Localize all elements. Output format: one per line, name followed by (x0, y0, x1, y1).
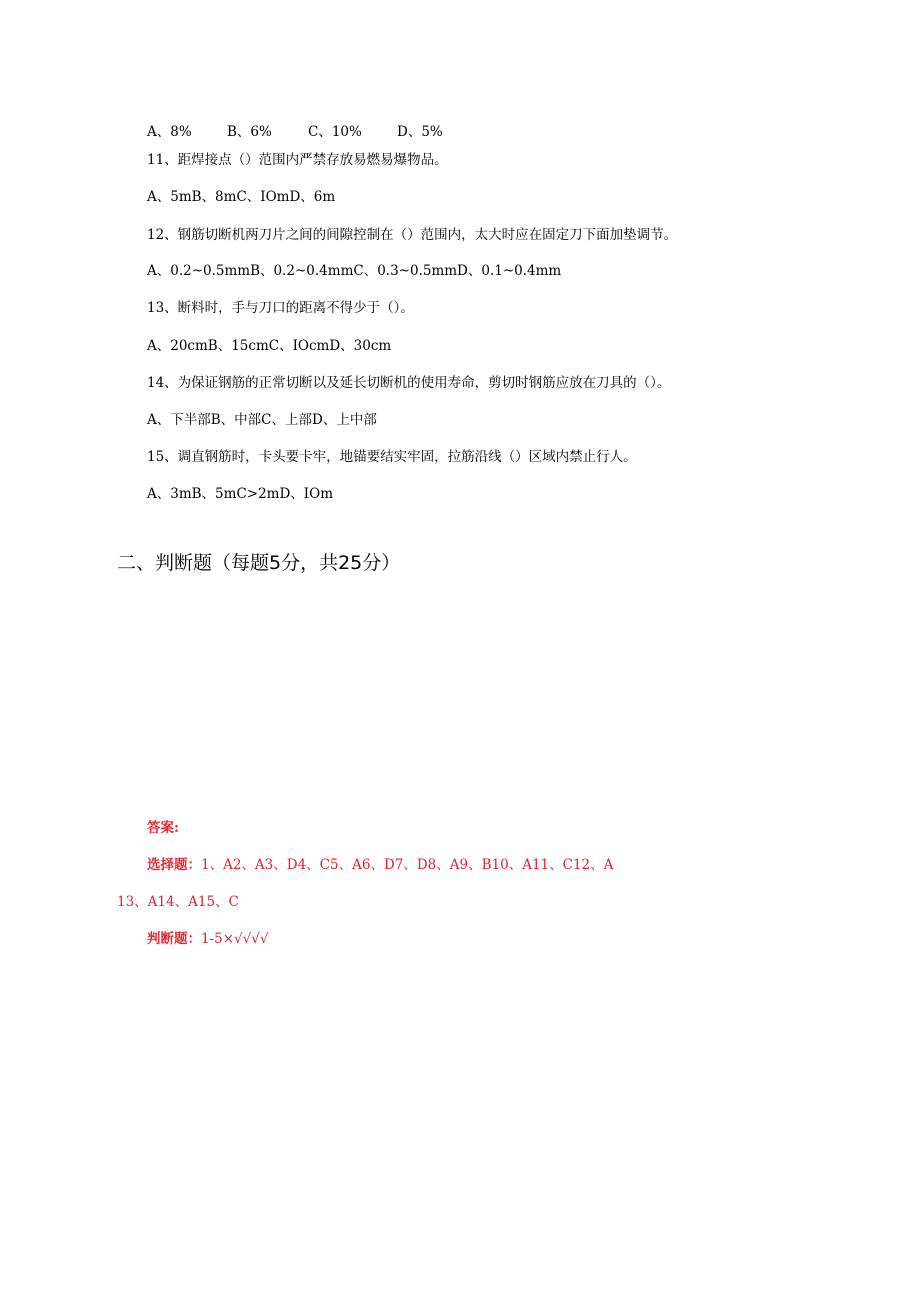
option-d: D、5% (397, 124, 443, 140)
question-15-options: A、3mB、5mC>2mD、IOm (147, 486, 334, 502)
judge-answers-values: 1-5×√√√√ (201, 931, 269, 947)
section-2-title: 二、判断题（每题5分，共25分） (117, 552, 401, 574)
q10-options (147, 122, 443, 142)
question-11-options: A、5mB、8mC、IOmD、6m (147, 189, 336, 205)
question-14-options: A、下半部B、中部C、上部D、上中部 (147, 412, 377, 428)
option-a: A、8% (147, 124, 192, 140)
option-b: B、6% (227, 124, 272, 140)
question-12-options: A、0.2~0.5mmB、0.2~0.4mmC、0.3~0.5mmD、0.1~0.4mm (147, 263, 562, 279)
question-11: 11、距焊接点（）范围内严禁存放易燃易爆物品。 (147, 152, 448, 168)
question-13-options: A、20cmB、15cmC、IOcmD、30cm (147, 338, 392, 354)
choice-answers-line-2: 13、A14、A15、C (117, 894, 239, 910)
question-13: 13、断料时，手与刀口的距离不得少于（）。 (147, 300, 414, 316)
question-12: 12、钢筋切断机两刀片之间的间隙控制在（）范围内，太大时应在固定刀下面加垫调节。 (147, 227, 678, 243)
choice-answers-line-1 (147, 855, 613, 875)
judge-answers-label: 判断题： (147, 931, 201, 947)
choice-answers-values: 1、A2、A3、D4、C5、A6、D7、D8、A9、B10、A11、C12、A (201, 857, 614, 873)
judge-answers-line (147, 929, 268, 949)
choice-answers-label: 选择题： (147, 857, 201, 873)
question-15: 15、调直钢筋时，卡头要卡牢，地锚要结实牢固，拉筋沿线（）区域内禁止行人。 (147, 449, 637, 465)
question-14: 14、为保证钢筋的正常切断以及延长切断机的使用寿命，剪切时钢筋应放在刀具的（）。 (147, 375, 671, 391)
answers-heading: 答案: (147, 820, 179, 836)
option-c: C、10% (308, 124, 362, 140)
